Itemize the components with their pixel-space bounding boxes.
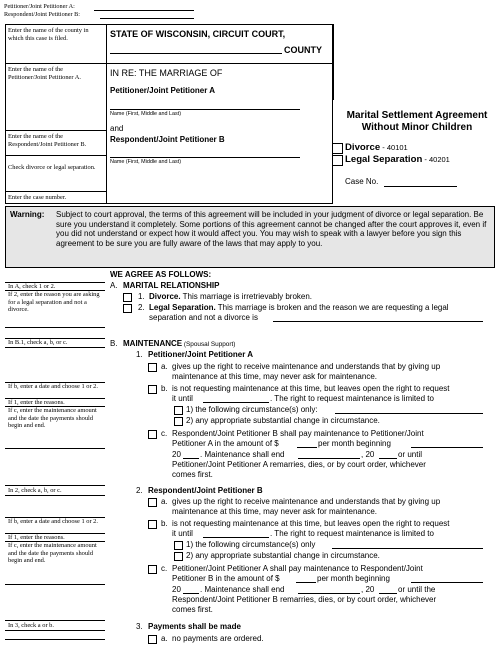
instr-pet-a: Enter the name of the Petitioner/Joint Petitioner A.	[8, 66, 81, 81]
instr-b2-ifb: If b, enter a date and choose 1 or 2.	[8, 518, 98, 525]
b-title: MAINTENANCE	[123, 339, 183, 348]
b1b-checkbox[interactable]	[148, 385, 157, 394]
b1c-text3c: , 20	[361, 450, 375, 459]
b2a-text2: maintenance at this time, may never ask for maintenance.	[172, 507, 377, 516]
b2b-text2a: it until	[172, 529, 193, 538]
b3a-text: no payments are ordered.	[172, 634, 264, 643]
b2-title: Respondent/Joint Petitioner B	[148, 486, 263, 495]
instr-county: Enter the name of the county in which this case is filed.	[8, 27, 89, 42]
b2c-text2b: per month beginning	[317, 574, 390, 583]
name-hint-b: Name (First, Middle and Last)	[110, 159, 181, 165]
legal-separation-label: Legal Separation	[345, 154, 423, 165]
warning-label: Warning:	[10, 210, 45, 219]
b1c-checkbox[interactable]	[148, 430, 157, 439]
a2-desc: This marriage is broken and the reason we are requesting a legal	[215, 303, 449, 312]
b2a-letter: a.	[161, 497, 168, 506]
a2-checkbox[interactable]	[123, 304, 132, 313]
b2c-text3c: , 20	[361, 585, 375, 594]
section-a-title: MARITAL RELATIONSHIP	[123, 281, 220, 290]
b2c-text: Petitioner/Joint Petitioner A shall pay maintenance to Respondent/Joint	[172, 564, 423, 573]
row-line	[5, 63, 106, 64]
pet-b-label: Respondent/Joint Petitioner B:	[4, 11, 80, 18]
legal-separation-code: - 40201	[422, 155, 450, 164]
a2-text	[149, 303, 494, 313]
b2a-text: gives up the right to receive maintenance and understands that by giving up	[172, 497, 441, 506]
warning-text: Subject to court approval, the terms of this agreement will be included in your judgment of divorce or legal separation. Be sure you understand it completely. Some portions of this agreement cannot be changed after the court approves it, even if you did not understand or expect how it would affect you. You may wish to speak with a lawyer before you sign this agreement to be sure you are fully aware of the laws that may apply to you.	[56, 210, 487, 248]
row-line	[5, 130, 106, 131]
a1-desc: This marriage is irretrievably broken.	[180, 292, 313, 301]
b2c-checkbox[interactable]	[148, 565, 157, 574]
b2c-end-year-line[interactable]	[379, 593, 397, 594]
divorce-checkbox[interactable]	[332, 143, 343, 154]
b2c-text3b: . Maintenance shall end	[200, 585, 285, 594]
b2b-letter: b.	[161, 519, 168, 528]
a2-reason-line[interactable]	[273, 321, 483, 322]
case-no-label: Case No.	[345, 177, 379, 186]
row-line	[5, 155, 106, 156]
b2b-reasons-line[interactable]	[332, 548, 483, 549]
b2c-begin-year-line[interactable]	[183, 593, 199, 594]
b1b-letter: b.	[161, 384, 168, 393]
b2-num: 2.	[136, 486, 143, 495]
b1b-opt2: 2) any appropriate substantial change in circumstance.	[186, 416, 380, 425]
instr-pet-b: Enter the name of the Respondent/Joint Petitioner B.	[8, 133, 87, 148]
row-line	[5, 639, 105, 640]
legal-separation-option	[345, 154, 450, 166]
b1c-text2a: Petitioner A in the amount of $	[172, 439, 279, 448]
divorce-label: Divorce	[345, 142, 381, 153]
a2-num: 2.	[138, 303, 145, 312]
b2c-end-line[interactable]	[298, 593, 360, 594]
b1c-text2b: per month beginning	[318, 439, 391, 448]
b1b-text2b: . The right to request maintenance is limited to	[270, 394, 434, 403]
b1c-text: Respondent/Joint Petitioner B shall pay maintenance to Petitioner/Joint	[172, 429, 424, 438]
b1-title: Petitioner/Joint Petitioner A	[148, 350, 254, 359]
row-line	[106, 63, 333, 64]
b3a-letter: a.	[161, 634, 168, 643]
party-b-name-line[interactable]	[110, 157, 300, 158]
b1a-checkbox[interactable]	[148, 363, 157, 372]
pet-b-line[interactable]	[100, 18, 194, 19]
a2-text2: separation and not a divorce is	[149, 313, 258, 322]
b2c-text5: comes first.	[172, 605, 213, 614]
instr-b2-ifc: If c, enter the maintenance amount and the date the payments should begin and end.	[8, 542, 97, 565]
instr-a: In A, check 1 or 2.	[8, 283, 56, 290]
b1b-until-line[interactable]	[203, 402, 269, 403]
b1a-text2: maintenance at this time, may never ask for maintenance.	[172, 372, 377, 381]
a2-bold: Legal Separation.	[149, 303, 216, 312]
a1-num: 1.	[138, 292, 145, 301]
instr-b1-if1: If 1, enter the reasons.	[8, 399, 65, 406]
state-court: STATE OF WISCONSIN, CIRCUIT COURT,	[110, 29, 286, 39]
b-subtitle: (Spousal Support)	[182, 341, 236, 348]
divorce-code: - 40101	[380, 143, 408, 152]
b1c-amount-line[interactable]	[297, 447, 317, 448]
b1a-letter: a.	[161, 362, 168, 371]
b1c-text3a: 20	[172, 450, 181, 459]
b1b-opt1: 1) the following circumstance(s) only:	[186, 405, 318, 414]
pet-a-line[interactable]	[94, 10, 194, 11]
b1b-text: is not requesting maintenance at this time, but leaves open the right to request	[172, 384, 450, 393]
form-subtitle: Without Minor Children	[361, 122, 473, 133]
section-b-title	[123, 339, 235, 350]
b2c-text3a: 20	[172, 585, 181, 594]
divorce-option	[345, 142, 408, 154]
b2b-text: is not requesting maintenance at this time, but leaves open the right to request	[172, 519, 450, 528]
b1b-text2a: it until	[172, 394, 193, 403]
b2c-begin-line[interactable]	[411, 582, 483, 583]
b1c-letter: c.	[161, 429, 168, 438]
pet-a-label: Petitioner/Joint Petitioner A:	[4, 3, 75, 10]
b3-num: 3.	[136, 622, 143, 631]
b1a-text: gives up the right to receive maintenance and understands that by giving up	[172, 362, 441, 371]
b2b-opt2-checkbox[interactable]	[174, 552, 183, 561]
a1-checkbox[interactable]	[123, 293, 132, 302]
title-divider	[333, 24, 334, 100]
b2b-opt1: 1) the following circumstance(s) only	[186, 540, 316, 549]
instr-case: Enter the case number.	[8, 194, 67, 201]
b1b-reasons-line[interactable]	[335, 413, 483, 414]
b2c-letter: c.	[161, 564, 168, 573]
b1c-text3b: . Maintenance shall end	[200, 450, 285, 459]
b2a-checkbox[interactable]	[148, 498, 157, 507]
party-b-title: Respondent/Joint Petitioner B	[110, 135, 225, 144]
caption-divider	[106, 24, 107, 204]
agree-heading: WE AGREE AS FOLLOWS:	[110, 270, 212, 279]
b2b-until-line[interactable]	[203, 537, 269, 538]
b1c-text3d: or until	[398, 450, 423, 459]
instr-b1-ifc: If c, enter the maintenance amount and the date the payments should begin and end.	[8, 407, 97, 430]
b2b-text2b: . The right to request maintenance is limited to	[270, 529, 434, 538]
a1-text	[149, 292, 312, 302]
legal-separation-checkbox[interactable]	[332, 155, 343, 166]
instr-b3: In 3, check a or b.	[8, 622, 54, 629]
section-b-letter: B.	[110, 339, 118, 348]
county-line[interactable]	[110, 53, 282, 54]
b1c-text4: Petitioner/Joint Petitioner A remarries, dies, or by court order, whichever	[172, 460, 426, 469]
instr-check: Check divorce or legal separation.	[8, 164, 96, 171]
b3-title: Payments shall be made	[148, 622, 241, 631]
b2c-text3d: or until the	[398, 585, 436, 594]
in-re: IN RE: THE MARRIAGE OF	[110, 68, 223, 78]
row-line	[5, 191, 106, 192]
b1c-text5: comes first.	[172, 470, 213, 479]
b1b-opt1-checkbox[interactable]	[174, 406, 183, 415]
b2b-opt2: 2) any appropriate substantial change in circumstance.	[186, 551, 380, 560]
instr-b1-ifb: If b, enter a date and choose 1 or 2.	[8, 383, 98, 390]
instr-a-if2: If 2, enter the reason you are asking for a legal separation and not a divorce.	[8, 291, 100, 314]
a1-bold: Divorce.	[149, 292, 181, 301]
name-hint-a: Name (First, Middle and Last)	[110, 111, 181, 117]
b2b-checkbox[interactable]	[148, 520, 157, 529]
instr-b2: In 2, check a, b, or c.	[8, 487, 62, 494]
b1c-end-year-line[interactable]	[379, 458, 397, 459]
b2c-text4: Respondent/Joint Petitioner B remarries, dies, or by court order, whichever	[172, 595, 437, 604]
b2b-opt1-checkbox[interactable]	[174, 541, 183, 550]
b3a-checkbox[interactable]	[148, 635, 157, 644]
instr-b1: In B.1, check a, b, or c.	[8, 339, 68, 346]
b1c-begin-line[interactable]	[411, 447, 483, 448]
party-a-name-line[interactable]	[110, 109, 300, 110]
county-label: COUNTY	[284, 45, 322, 55]
form-title: Marital Settlement Agreement	[346, 110, 488, 121]
and-label: and	[110, 124, 124, 133]
section-a-letter: A.	[110, 281, 118, 290]
instr-b2-if1: If 1, enter the reasons.	[8, 534, 65, 541]
case-no-line[interactable]	[384, 186, 457, 187]
b1c-begin-year-line[interactable]	[183, 458, 199, 459]
b1-num: 1.	[136, 350, 143, 359]
b1c-end-line[interactable]	[298, 458, 360, 459]
party-a-title: Petitioner/Joint Petitioner A	[110, 86, 216, 95]
b2c-text2a: Petitioner B in the amount of $	[172, 574, 280, 583]
b1b-opt2-checkbox[interactable]	[174, 417, 183, 426]
b2c-amount-line[interactable]	[296, 582, 316, 583]
